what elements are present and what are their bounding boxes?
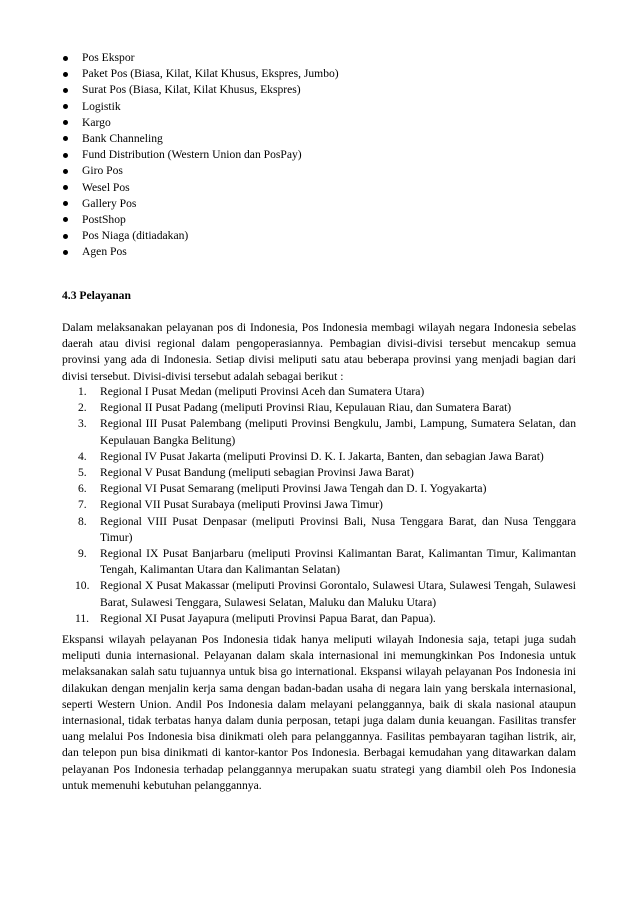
list-item-number: 6. [78, 482, 87, 496]
bullet-icon [63, 104, 68, 109]
list-item [62, 50, 582, 66]
regional-division-list [62, 384, 576, 627]
list-item [62, 147, 582, 163]
list-item [62, 514, 576, 546]
list-item-text: Agen Pos [82, 245, 127, 259]
list-item [62, 66, 582, 82]
bullet-icon [63, 217, 68, 222]
list-item [62, 115, 582, 131]
bullet-icon [63, 72, 68, 77]
list-item [62, 416, 576, 448]
list-item-text: Pos Ekspor [82, 51, 135, 64]
list-item [62, 180, 582, 196]
list-item [62, 465, 576, 481]
bullet-icon [63, 88, 68, 93]
bullet-icon [63, 120, 68, 125]
list-item-text: Regional V Pusat Bandung (meliputi sebagian Provinsi Jawa Barat) [100, 466, 414, 480]
list-item [62, 244, 582, 260]
list-item-text: Logistik [82, 99, 121, 113]
list-item [62, 163, 582, 179]
bullet-icon [63, 169, 68, 174]
list-item-text: Giro Pos [82, 164, 123, 178]
list-item-text: Surat Pos (Biasa, Kilat, Kilat Khusus, Ekspres) [82, 83, 301, 97]
list-item [62, 131, 582, 147]
list-item [62, 481, 576, 497]
list-item-number: 1. [78, 385, 87, 398]
list-item-text: Regional XI Pusat Jayapura (meliputi Provinsi Papua Barat, dan Papua). [100, 611, 436, 625]
list-item-text: Regional VIII Pusat Denpasar (meliputi Provinsi Bali, Nusa Tenggara Barat, dan Nusa Tenggara Timur) [100, 514, 576, 544]
list-item-number: 2. [78, 401, 87, 415]
list-item-text: Regional II Pusat Padang (meliputi Provinsi Riau, Kepulauan Riau, dan Sumatera Barat) [100, 401, 512, 415]
list-item-text: Pos Niaga (ditiadakan) [82, 229, 189, 243]
list-item-text: Wesel Pos [82, 180, 130, 194]
bullet-icon [63, 185, 68, 190]
list-item-text: Bank Channeling [82, 131, 163, 145]
list-item-text: Regional I Pusat Medan (meliputi Provinsi Aceh dan Sumatera Utara) [100, 385, 425, 398]
list-item [62, 196, 582, 212]
bullet-icon [63, 250, 68, 255]
list-item [62, 546, 576, 578]
list-item-number: 10. [75, 579, 90, 593]
list-item-text: Regional X Pusat Makassar (meliputi Provinsi Gorontalo, Sulawesi Utara, Sulawesi Tengah, Sulawesi Barat, Sulawesi Tenggara, Sulawesi Selatan, Maluku dan Maluku Utara) [100, 579, 576, 609]
bullet-icon [63, 136, 68, 141]
list-item-number: 3. [78, 417, 87, 431]
list-item-text: PostShop [82, 212, 126, 226]
list-item-text: Paket Pos (Biasa, Kilat, Kilat Khusus, Ekspres, Jumbo) [82, 67, 339, 81]
list-item [62, 449, 576, 465]
list-item-number: 9. [78, 547, 87, 561]
list-item [62, 497, 576, 513]
list-item [62, 611, 576, 627]
list-item [62, 82, 582, 98]
list-item [62, 578, 576, 610]
list-item [62, 384, 576, 400]
list-item [62, 400, 576, 416]
bullet-icon [63, 234, 68, 239]
list-item-text: Regional IV Pusat Jakarta (meliputi Provinsi D. K. I. Jakarta, Banten, dan sebagian Jawa Barat) [100, 449, 544, 463]
list-item-text: Kargo [82, 115, 111, 129]
closing-paragraph: Ekspansi wilayah pelayanan Pos Indonesia tidak hanya meliputi wilayah Indonesia saja, tetapi juga sudah meliputi dunia internasional. Pelayanan dalam skala internasional ini memungkinkan Pos Indonesia untuk melaksanakan salah satu tujuannya untuk bisa go international. Ekspansi wilayah pelayanan Pos Indonesia ini dilakukan dengan menjalin kerja sama dengan badan-badan usaha di negara lain yang berskala internasional, seperti Western Union. Andil Pos Indonesia dalam melayani pelanggannya, baik di skala nasional ataupun internasional, tidak terbatas hanya dalam dunia perposan, tetapi juga dalam dunia keuangan. Fasilitas transfer uang melalui Pos Indonesia bisa dinikmati oleh para pelanggannya. Fasilitas pembayaran tagihan listrik, air, dan telepon pun bisa dinikmati di kantor-kantor Pos Indonesia. Berbagai kemudahan yang ditawarkan dalam pelayanan Pos Indonesia terhadap pelanggannya merupakan suatu strategi yang diambil oleh Pos Indonesia untuk memenuhi kebutuhan pelanggannya. [62, 633, 576, 792]
bullet-icon [63, 153, 68, 158]
list-item-text: Regional VII Pusat Surabaya (meliputi Provinsi Jawa Timur) [100, 498, 383, 512]
list-item [62, 212, 582, 228]
list-item-text: Regional VI Pusat Semarang (meliputi Provinsi Jawa Tengah dan D. I. Yogyakarta) [100, 482, 487, 496]
list-item-number: 11. [75, 611, 90, 625]
list-item [62, 99, 582, 115]
list-item-number: 7. [78, 498, 87, 512]
list-item-text: Fund Distribution (Western Union dan PosPay) [82, 148, 302, 162]
list-item-number: 4. [78, 449, 87, 463]
list-item-number: 5. [78, 466, 87, 480]
bullet-icon [63, 201, 68, 206]
list-item-text: Regional III Pusat Palembang (meliputi Provinsi Bengkulu, Jambi, Lampung, Sumatera Selatan, dan Kepulauan Bangka Belitung) [100, 417, 576, 447]
section-heading: 4.3 Pelayanan [62, 289, 131, 302]
intro-paragraph: Dalam melaksanakan pelayanan pos di Indonesia, Pos Indonesia membagi wilayah negara Indonesia sebelas daerah atau divisi regional dalam pengoperasiannya. Pembagian divisi-divisi tersebut mencakup semua provinsi yang ada di Indonesia. Setiap divisi meliputi satu atau beberapa provinsi yang menjadi bagian dari divisi tersebut. Divisi-divisi tersebut adalah sebagai berikut : [62, 321, 576, 383]
list-item-text: Gallery Pos [82, 196, 137, 210]
list-item-text: Regional IX Pusat Banjarbaru (meliputi Provinsi Kalimantan Barat, Kalimantan Timur, Kalimantan Tengah, Kalimantan Utara dan Kalimantan Selatan) [100, 547, 576, 577]
list-item-number: 8. [78, 514, 87, 528]
list-item [62, 228, 582, 244]
bullet-icon [63, 56, 68, 61]
service-bullet-list [62, 50, 582, 260]
